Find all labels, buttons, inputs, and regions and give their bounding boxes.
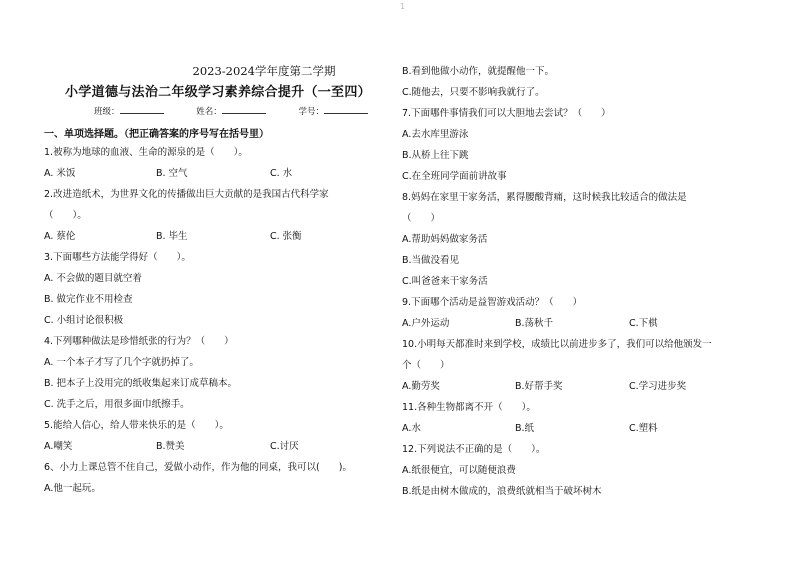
name-label: 姓名：	[196, 107, 222, 117]
question-12-option-a: A.纸很便宜，可以随便浪费	[402, 465, 516, 476]
question-7-option-c: C.在全班同学面前讲故事	[402, 171, 507, 182]
question-3-option-b: B. 做完作业不用检查	[44, 294, 133, 305]
question-3: 3.下面哪些方法能学得好（ ）。	[44, 252, 191, 263]
section-title: 一、单项选择题。（把正确答案的序号写在括号里）	[44, 129, 269, 140]
question-7-option-a: A.去水库里游泳	[402, 129, 469, 140]
question-11: 11.各种生物都离不开（ ）。	[402, 402, 536, 413]
option-a: A.户外运动	[402, 318, 450, 329]
question-6-option-b: B.看到他做小动作，就提醒他一下。	[402, 66, 555, 77]
question-9: 9.下面哪个活动是益智游戏活动？（ ）	[402, 297, 583, 308]
option-a: A. 蔡伦	[44, 231, 76, 242]
class-label: 班级：	[94, 107, 120, 117]
question-8-option-c: C.叫爸爸来干家务活	[402, 276, 488, 287]
question-4: 4.下列哪种做法是珍惜纸张的行为？（ ）	[44, 336, 234, 347]
option-c: C.塑料	[629, 423, 658, 434]
question-7-option-b: B.从桥上往下跳	[402, 150, 469, 161]
question-8-option-a: A.帮助妈妈做家务活	[402, 234, 488, 245]
option-b: B. 空气	[156, 168, 188, 179]
question-2: 2.改进造纸术，为世界文化的传播做出巨大贡献的是我国古代科学家	[44, 189, 329, 200]
option-a: A.嘲笑	[44, 441, 73, 452]
question-2-continued: （ ）。	[44, 210, 87, 221]
option-b: B.纸	[515, 423, 535, 434]
option-b: B. 毕生	[156, 231, 188, 242]
option-c: C.讨厌	[270, 441, 299, 452]
question-10-continued: 个（ ）	[402, 360, 450, 371]
question-6: 6、小力上课总管不住自己，爱做小动作，作为他的同桌，我可以( )。	[44, 462, 352, 473]
school-year: 2023-2024学年度第二学期	[192, 64, 336, 78]
question-6-option-a: A.他一起玩。	[44, 483, 101, 494]
student-info-line	[94, 105, 368, 117]
question-3-option-a: A. 不会做的题目就空着	[44, 273, 142, 284]
option-c: C.学习进步奖	[629, 381, 687, 392]
option-c: C.下棋	[629, 318, 658, 329]
student-id-blank	[324, 113, 368, 114]
option-a: A.水	[402, 423, 421, 434]
question-1: 1.被称为地球的血液、生命的源泉的是（ ）。	[44, 147, 248, 158]
question-12-option-b: B.纸是由树木做成的，浪费纸就相当于破坏树木	[402, 486, 602, 497]
option-b: B.赞美	[156, 441, 185, 452]
option-a: A.勤劳奖	[402, 381, 440, 392]
question-6-option-c: C.随他去，只要不影响我就行了。	[402, 87, 545, 98]
option-c: C. 张衡	[270, 231, 302, 242]
question-8-option-b: B.当做没看见	[402, 255, 460, 266]
question-8: 8.妈妈在家里干家务活，累得腰酸背痛，这时候我比较适合的做法是	[402, 192, 687, 203]
option-c: C. 水	[270, 168, 293, 179]
option-b: B.好帮手奖	[515, 381, 563, 392]
page-number: 1	[400, 2, 406, 11]
question-12: 12.下列说法不正确的是（ ）。	[402, 444, 546, 455]
question-10: 10.小明每天都准时来到学校，成绩比以前进步多了，我们可以给他颁发一	[402, 339, 712, 350]
class-blank	[120, 113, 164, 114]
question-4-option-b: B. 把本子上没用完的纸收集起来订成草稿本。	[44, 378, 238, 389]
question-4-option-a: A. 一个本子才写了几个字就扔掉了。	[44, 357, 199, 368]
question-3-option-c: C. 小组讨论很积极	[44, 315, 124, 326]
question-5: 5.能给人信心，给人带来快乐的是（ ）。	[44, 420, 229, 431]
name-blank	[222, 113, 266, 114]
option-a: A. 米饭	[44, 168, 76, 179]
question-8-continued: （ ）	[402, 213, 441, 224]
option-b: B.荡秋千	[515, 318, 554, 329]
exam-title: 小学道德与法治二年级学习素养综合提升（一至四）	[65, 85, 371, 100]
student-id-label: 学号：	[298, 107, 324, 117]
question-4-option-c: C. 洗手之后，用很多面巾纸擦手。	[44, 399, 190, 410]
question-7: 7.下面哪件事情我们可以大胆地去尝试？（ ）	[402, 108, 611, 119]
